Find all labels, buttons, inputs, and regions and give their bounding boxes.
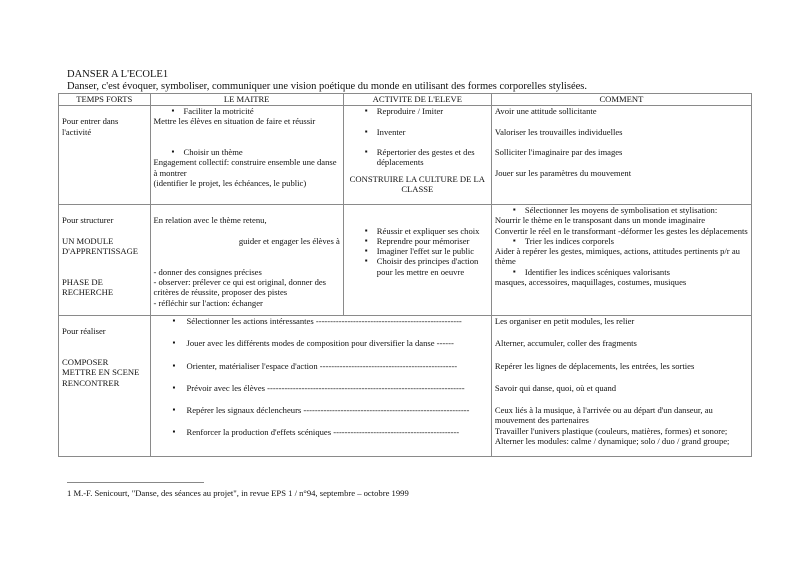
cell-maitre [150,205,343,316]
table-row [59,316,752,457]
comment-text: Aider à repérer les gestes, mimiques, actions, attitudes pertinents p/r au thème [494,246,740,267]
header-le-maitre: LE MAITRE [150,94,343,106]
maitre-text: (identifier le projet, les échéances, le public) [153,178,307,189]
cell-temps-forts [59,205,151,316]
comment-text: Ceux liés à la musique, à l'arrivée ou au départ d'un danseur, au mouvement des partenaires [494,405,713,426]
maitre-text: Engagement collectif: construire ensemble une danse à montrer [153,157,337,178]
footnote: 1 M.-F. Senicourt, "Danse, des séances au projet", in revue EPS 1 / n°94, septembre – octobre 1999 [67,488,409,498]
bullet-item: ▪ Reprendre pour mémoriser [347,236,488,246]
maitre-text: En relation avec le thème retenu, [153,215,267,226]
comment-text: masques, accessoires, maquillages, costumes, musiques [494,277,687,288]
maitre-text: guider et engager les élèves à [238,235,340,246]
comment-text: Travailler l'univers plastique (couleurs, matières, formes) et sonore; Alterner les modules: calme / dynamique; solo / duo / grand groupe; [494,425,730,447]
maitre-text: Mettre les élèves en situation de faire et réussir [153,116,316,127]
temps-text: RENCONTRER [62,377,120,388]
comment-text: Nourrir le thème en le transposant dans un monde imaginaire [494,215,706,226]
cell-temps-forts [59,316,151,457]
lesson-table [58,93,752,457]
footnote-separator [67,482,204,483]
comment-text: Solliciter l'imaginaire par des images [494,147,623,158]
bullet-item: ▪ Faciliter la motricité [154,106,340,116]
action-item: ▪ Repérer les signaux déclencheurs ---------------------------------------------------------- [154,405,488,415]
cell-comment [491,205,751,316]
bullet-item: ▪ Choisir des principes d'action pour les mettre en oeuvre [347,256,488,277]
cell-actions [150,316,491,457]
maitre-list-item: - donner des consignes précises [153,266,262,277]
comment-text: Alterner, accumuler, coller des fragments [494,338,637,349]
bullet-item: ▪ Choisir un thème [154,147,340,157]
bullet-item: ▪ Trier les indices corporels [495,236,748,246]
maitre-list-item: - observer: prélever ce qui est original, donner des critères de réussite, proposer des pistes [153,277,327,298]
comment-text: Savoir qui danse, quoi, où et quand [494,382,617,393]
comment-text: Repérer les lignes de déplacements, les entrées, les sorties [494,360,695,371]
header-temps-forts: TEMPS FORTS [59,94,151,106]
temps-text: COMPOSER [62,357,109,368]
cell-comment [491,316,751,457]
bullet-item: ▪ Répertorier des gestes et des déplacements [347,147,488,168]
action-item: ▪ Sélectionner les actions intéressantes --------------------------------------------------- [154,316,488,326]
temps-text: UN MODULE D'APPRENTISSAGE [62,235,139,257]
header-activite-eleve: ACTIVITE DE L'ELEVE [343,94,491,106]
bullet-item: ▪ Reproduire / Imiter [347,106,488,116]
bullet-item: ▪ Identifier les indices scéniques valorisants [495,267,748,277]
bullet-item: ▪ Inventer [347,127,488,137]
header-comment: COMMENT [491,94,751,106]
bullet-item: ▪ Sélectionner les moyens de symbolisation et stylisation: [495,205,748,215]
table-row [59,205,752,316]
eleve-caps-text: CONSTRUIRE LA CULTURE DE LA CLASSE [349,173,485,195]
cell-temps-forts [59,106,151,205]
comment-text: Avoir une attitude sollicitante [494,106,597,116]
document-title: DANSER A L'ECOLE1 [67,69,169,80]
bullet-item: ▪ Réussir et expliquer ses choix [347,226,488,236]
action-item: ▪ Jouer avec les différents modes de composition pour diversifier la danse ------ [154,338,488,348]
temps-text: Pour structurer [62,215,114,226]
action-item: ▪ Renforcer la production d'effets scéniques -------------------------------------------- [154,427,488,437]
cell-maitre [150,106,343,205]
document-subtitle: Danser, c'est évoquer, symboliser, communiquer une vision poétique du monde en utilisant des formes corporelles stylisées. [67,81,587,92]
table-header-row [59,94,752,106]
maitre-list-item: - réfléchir sur l'action: échanger [153,297,263,308]
comment-text: Valoriser les trouvailles individuelles [494,126,623,137]
table-row [59,106,752,205]
cell-eleve [343,106,491,205]
comment-text: Convertir le réel en le transformant -déformer les gestes les déplacements [494,225,748,236]
temps-text: PHASE DE RECHERCHE [62,277,114,298]
bullet-item: ▪ Imaginer l'effet sur le public [347,246,488,256]
temps-text: METTRE EN SCENE [62,367,140,378]
temps-text: Pour réaliser [62,326,106,337]
cell-eleve [343,205,491,316]
temps-text: Pour entrer dans l'activité [62,116,119,137]
cell-comment [491,106,751,205]
comment-text: Les organiser en petit modules, les relier [494,316,635,326]
comment-text: Jouer sur les paramètres du mouvement [494,167,632,178]
action-item: ▪ Prévoir avec les élèves --------------------------------------------------------------------- [154,383,488,393]
action-item: ▪ Orienter, matérialiser l'espace d'action ------------------------------------------------ [154,361,488,371]
